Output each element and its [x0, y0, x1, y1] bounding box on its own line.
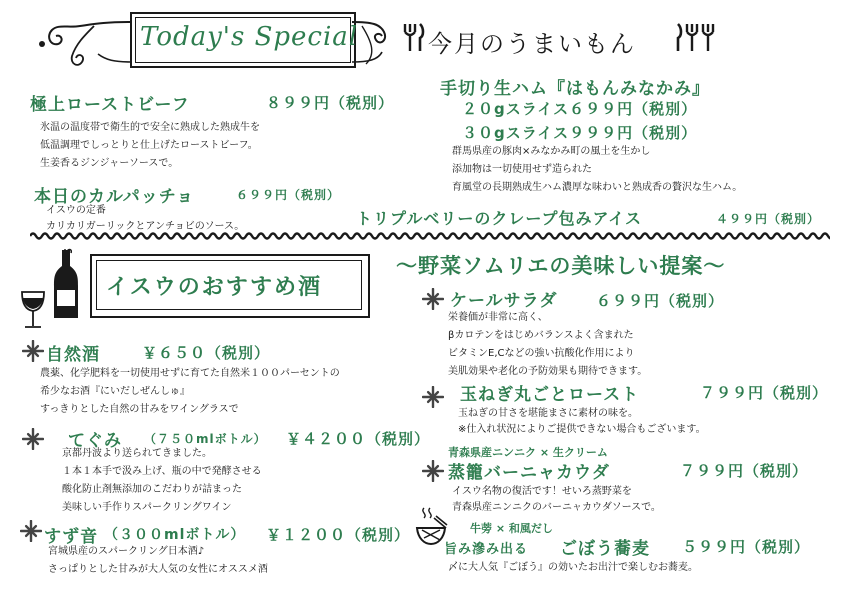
fork-icon	[684, 22, 700, 52]
item-desc: 氷温の温度帯で衛生的で安全に熟成した熟成牛を	[40, 122, 260, 133]
special-title: Today's Special	[140, 22, 359, 52]
item-name: ケールサラダ	[450, 291, 558, 311]
scroll-ornament-icon	[34, 14, 134, 70]
item-desc: ビタミンE,Cなどの強い抗酸化作用により	[448, 348, 635, 359]
star-burst-icon	[422, 288, 444, 310]
sake-section-title: イスウのおすすめ酒	[106, 275, 323, 300]
item-desc: 美肌効果や老化の予防効果も期待できます。	[448, 366, 648, 377]
star-burst-icon	[422, 386, 444, 408]
item-price: ６９９円（税別）	[596, 292, 725, 310]
item-desc: 栄養価が非常に高く、	[448, 312, 548, 323]
star-burst-icon	[20, 520, 42, 542]
item-price: ２０gスライス６９９円（税別）	[462, 100, 698, 118]
item-price: ￥１２００（税別）	[266, 526, 411, 544]
item-name: 蒸籠バーニャカウダ	[448, 463, 610, 483]
item-name: 極上ローストビーフ	[30, 95, 190, 115]
item-price: ６９９円（税別）	[236, 188, 341, 202]
monthly-title: 今月のうまいもん	[428, 30, 636, 58]
item-desc: 〆に大人気『ごぼう』の効いたお出汁で楽しむお蕎麦。	[448, 562, 698, 573]
item-desc: 希少なお酒『にいだしぜんしゅ』	[40, 386, 190, 397]
item-price: ７９９円（税別）	[680, 462, 809, 480]
item-desc: 育風堂の長期熟成生ハム濃厚な味わいと熟成香の贅沢な生ハム。	[452, 182, 743, 193]
item-desc: 酸化防止剤無添加のこだわりが詰まった	[62, 484, 242, 495]
item-desc: 低温調理でしっとりと仕上げたローストビーフ。	[40, 140, 258, 151]
star-burst-icon	[22, 428, 44, 450]
star-burst-icon	[22, 340, 44, 362]
item-price: ３０gスライス９９９円（税別）	[462, 124, 698, 142]
wavy-divider	[30, 230, 830, 242]
item-name: 手切り生ハム『はもんみなかみ』	[440, 79, 710, 99]
item-name: 本日のカルパッチョ	[34, 187, 195, 207]
item-kicker: 青森県産ニンニク × 生クリーム	[448, 446, 608, 459]
item-kicker: 牛蒡 × 和風だし	[470, 522, 553, 535]
star-burst-icon	[422, 460, 444, 482]
item-price: ￥６５０（税別）	[142, 344, 271, 362]
item-desc: 美味しい手作りスパークリングワイン	[62, 502, 232, 513]
item-desc: 宮城県産のスパークリング日本酒♪	[48, 546, 205, 557]
item-desc: 農薬、化学肥料を一切使用せずに育てた自然米１００パーセントの	[40, 368, 340, 379]
item-desc: さっぱりとした甘みが大人気の女性にオススメ酒	[48, 564, 268, 575]
item-desc: 添加物は一切使用せず造られた	[452, 164, 592, 175]
wine-glass-icon	[18, 290, 48, 330]
knife-icon	[414, 22, 426, 52]
item-desc: ※仕入れ状況によりご提供できない場合もございます。	[458, 424, 706, 435]
item-desc: イスウの定番	[46, 205, 106, 216]
item-name: すず音	[44, 527, 99, 547]
item-name: 自然酒	[46, 345, 100, 365]
item-price: ８９９円（税別）	[266, 94, 395, 112]
fork-icon	[700, 22, 716, 52]
item-desc: 青森県産ニンニクのバーニャカウダソースで。	[452, 502, 661, 513]
item-desc: 生姜香るジンジャーソースで。	[40, 158, 179, 169]
item-price: ￥４２００（税別）	[286, 430, 431, 448]
knife-icon	[672, 22, 684, 52]
item-desc: すっきりとした自然の甘みをワイングラスで	[40, 404, 239, 415]
item-desc: １本１本手で汲み上げ、瓶の中で発酵させる	[62, 466, 262, 477]
item-price: ４９９円（税別）	[716, 212, 821, 226]
item-desc: 玉ねぎの甘さを堪能まさに素材の味を。	[458, 408, 638, 419]
item-name: 玉ねぎ丸ごとロースト	[460, 385, 640, 405]
item-price: ５９９円（税別）	[682, 538, 811, 556]
item-volume: （７５０mlボトル）	[144, 432, 267, 446]
veg-section-title: 〜野菜ソムリエの美味しい提案〜	[396, 254, 726, 278]
item-name: トリプルベリーのクレープ包みアイス	[356, 209, 642, 228]
item-desc: イスウ名物の復活です！せいろ蒸野菜を	[452, 486, 632, 497]
item-name: ごぼう蕎麦	[560, 539, 650, 559]
item-desc: 京都丹波より送られてきました。	[62, 448, 212, 459]
item-desc: 群馬県産の豚肉×みなかみ町の風土を生かし	[452, 146, 651, 157]
scroll-ornament-icon	[352, 14, 398, 70]
noodle-bowl-icon	[414, 506, 448, 548]
item-volume: （３００mlボトル）	[104, 527, 246, 543]
item-desc: カリカリガーリックとアンチョビのソース。	[46, 221, 245, 232]
item-desc: βカロテンをはじめバランスよく含まれた	[448, 330, 634, 341]
item-name: てぐみ	[68, 431, 122, 451]
item-lead: 旨み滲み出る	[444, 542, 529, 557]
item-price: ７９９円（税別）	[700, 384, 829, 402]
bottle-icon	[50, 246, 82, 322]
